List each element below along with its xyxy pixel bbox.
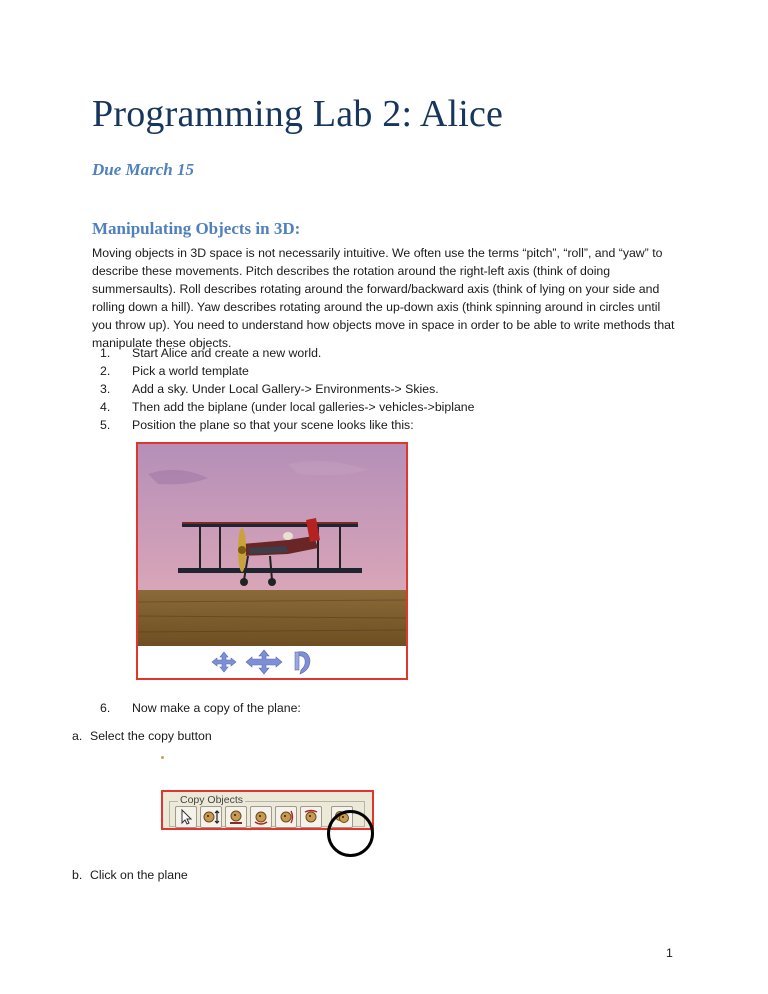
rotate-object-icon [277,808,295,826]
toolbar-legend: Copy Objects [180,794,244,806]
turn-object-button[interactable] [250,806,272,828]
step-text: Start Alice and create a new world. [132,346,322,360]
substep-letter: b. [72,868,83,882]
tumble-object-button[interactable] [300,806,322,828]
step-number: 2. [100,364,111,378]
step-number: 5. [100,418,111,432]
substep-text: Select the copy button [90,729,212,743]
due-date: Due March 15 [92,160,195,179]
move-object-button[interactable] [200,806,222,828]
step-number: 1. [100,346,111,360]
move-up-down-button[interactable] [225,806,247,828]
step-number: 4. [100,400,111,414]
turn-object-icon [252,808,270,826]
rotate-object-button[interactable] [275,806,297,828]
scene-image [138,444,406,678]
step-number: 6. [100,701,111,715]
move-up-down-icon [227,808,245,826]
stray-mark [161,756,164,759]
move-object-icon [202,808,220,826]
tumble-object-icon [302,808,320,826]
section-heading: Manipulating Objects in 3D: [92,219,301,238]
page-number: 1 [666,946,673,960]
step-number: 3. [100,382,111,396]
step-text: Pick a world template [132,364,249,378]
pointer-icon [177,808,195,826]
step-text: Add a sky. Under Local Gallery-> Environments-> Skies. [132,382,439,396]
pointer-button[interactable] [175,806,197,828]
step-text: Now make a copy of the plane: [132,701,301,715]
substep-text: Click on the plane [90,868,188,882]
scene-screenshot [136,442,408,680]
page-title: Programming Lab 2: Alice [92,93,504,135]
intro-paragraph: Moving objects in 3D space is not necessarily intuitive. We often use the terms “pitch”, “roll”, and “yaw” to describe these movements. Pitch describes the rotation around the right-left axis (think of doing summersaults). Roll describes rotating around the forward/backward axis (think of lying on your side and rolling down a hill). Yaw describes rotating around the up-down axis (think spinning around in circles until you throw up). You need to understand how objects move in space in order to be able to write methods that manipulate these objects. [92,246,675,350]
substep-letter: a. [72,729,83,743]
highlight-circle [327,810,374,857]
step-text: Position the plane so that your scene looks like this: [132,418,414,432]
step-text: Then add the biplane (under local galleries-> vehicles->biplane [132,400,475,414]
